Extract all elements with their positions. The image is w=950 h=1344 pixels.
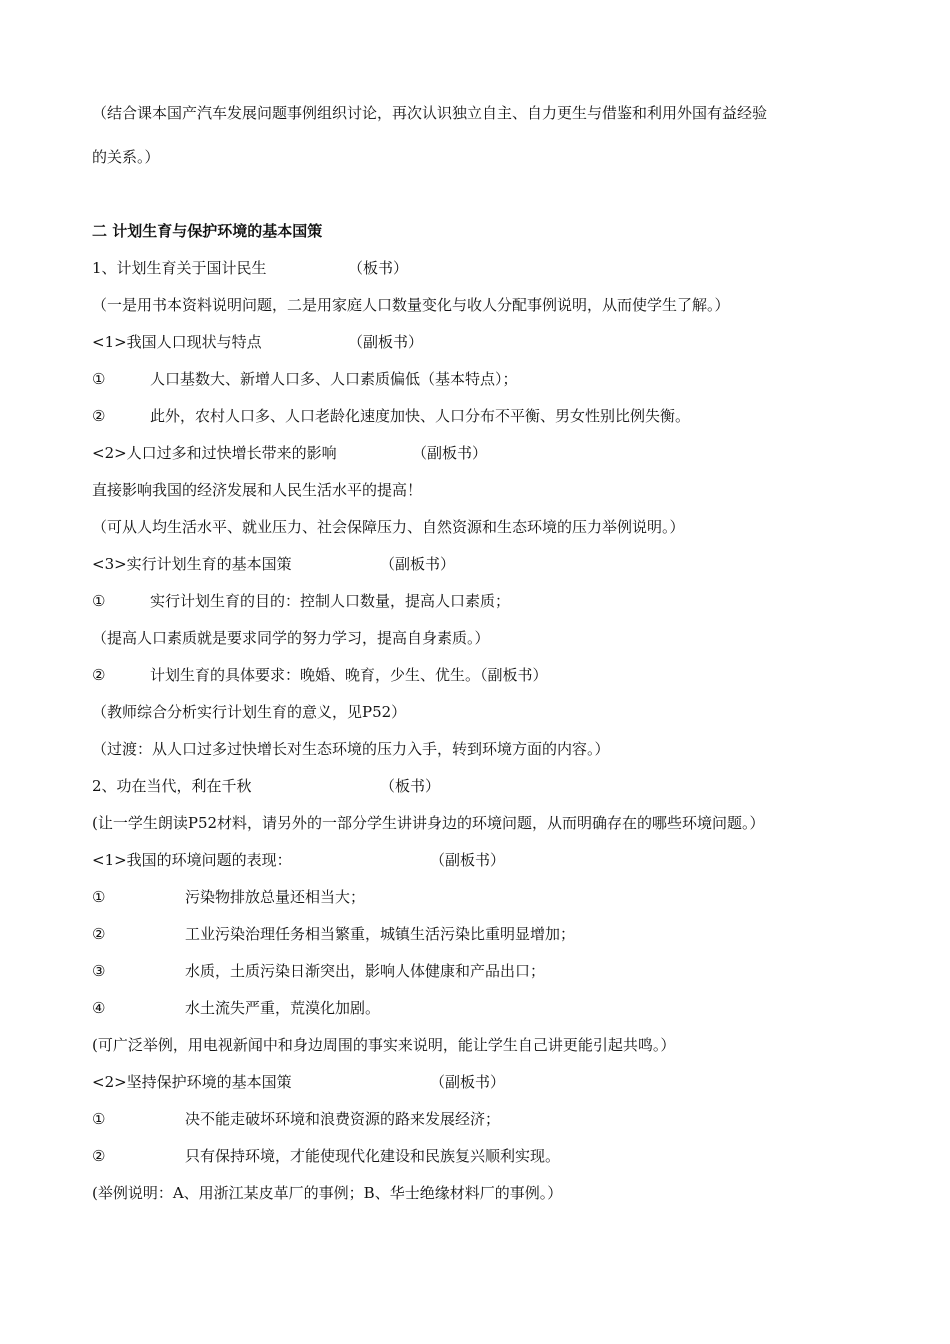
sub3-note-3: （过渡：从人口过多过快增长对生态环境的压力入手，转到环境方面的内容。） bbox=[92, 740, 610, 758]
env-item-2-text: 工业污染治理任务相当繁重，城镇生活污染比重明显增加； bbox=[185, 925, 576, 943]
sub3-item-1-number: ① bbox=[92, 592, 106, 610]
sub3-item-1-text: 实行计划生育的目的：控制人口数量，提高人口素质； bbox=[150, 592, 511, 610]
sub1-title: <1>我国人口现状与特点 bbox=[92, 333, 262, 351]
part2-note: (让一学生朗读P52材料，请另外的一部分学生讲讲身边的环境问题，从而明确存在的哪些环境问题。） bbox=[92, 814, 765, 832]
env-item-3-number: ③ bbox=[92, 962, 106, 980]
sub3-item-2-number: ② bbox=[92, 666, 106, 684]
part2-sub2-board-tag: （副板书） bbox=[430, 1073, 506, 1091]
policy-item-1-number: ① bbox=[92, 1110, 106, 1128]
env-item-4-text: 水土流失严重，荒漠化加剧。 bbox=[185, 999, 381, 1017]
policy-item-2-text: 只有保持环境，才能使现代化建设和民族复兴顺利实现。 bbox=[185, 1147, 561, 1165]
env-item-4-number: ④ bbox=[92, 999, 106, 1017]
part2-sub2-title: <2>坚持保护环境的基本国策 bbox=[92, 1073, 292, 1091]
part2-title: 2、功在当代，利在千秋 bbox=[92, 777, 252, 795]
env-item-3-text: 水质，土质污染日渐突出，影响人体健康和产品出口； bbox=[185, 962, 546, 980]
sub3-item-2-text: 计划生育的具体要求：晚婚、晚育，少生、优生。（副板书） bbox=[150, 666, 548, 684]
sub3-note-2: （教师综合分析实行计划生育的意义，见P52） bbox=[92, 703, 407, 721]
sub3-board-tag: （副板书） bbox=[380, 555, 456, 573]
sub1-item-2-number: ② bbox=[92, 407, 106, 425]
policy-item-1-text: 决不能走破坏环境和浪费资源的路来发展经济； bbox=[185, 1110, 501, 1128]
part2-sub1-title: <1>我国的环境问题的表现： bbox=[92, 851, 292, 869]
env-item-1-number: ① bbox=[92, 888, 106, 906]
part2-sub1-board-tag: （副板书） bbox=[430, 851, 506, 869]
intro-line-2: 的关系。） bbox=[92, 148, 160, 166]
sub1-board-tag: （副板书） bbox=[348, 333, 424, 351]
part1-note: （一是用书本资料说明问题，二是用家庭人口数量变化与收人分配事例说明，从而使学生了解。） bbox=[92, 296, 730, 314]
sub3-title: <3>实行计划生育的基本国策 bbox=[92, 555, 292, 573]
sub2-line: 直接影响我国的经济发展和人民生活水平的提高！ bbox=[92, 481, 423, 499]
sub2-title: <2>人口过多和过快增长带来的影响 bbox=[92, 444, 337, 462]
sub3-note-1: （提高人口素质就是要求同学的努力学习，提高自身素质。） bbox=[92, 629, 490, 647]
sub1-item-1-text: 人口基数大、新增人口多、人口素质偏低（基本特点）； bbox=[150, 370, 518, 388]
env-item-2-number: ② bbox=[92, 925, 106, 943]
part1-title: 1、计划生育关于国计民生 bbox=[92, 259, 267, 277]
sub2-board-tag: （副板书） bbox=[412, 444, 488, 462]
sub1-item-1-number: ① bbox=[92, 370, 106, 388]
policy-item-2-number: ② bbox=[92, 1147, 106, 1165]
part2-sub1-note: (可广泛举例，用电视新闻中和身边周围的事实来说明，能让学生自己讲更能引起共鸣。） bbox=[92, 1036, 676, 1054]
sub1-item-2-text: 此外，农村人口多、人口老龄化速度加快、人口分布不平衡、男女性别比例失衡。 bbox=[150, 407, 691, 425]
section-heading: 二 计划生育与保护环境的基本国策 bbox=[92, 222, 323, 240]
env-item-1-text: 污染物排放总量还相当大； bbox=[185, 888, 366, 906]
part2-board-tag: （板书） bbox=[380, 777, 441, 795]
sub2-note: （可从人均生活水平、就业压力、社会保障压力、自然资源和生态环境的压力举例说明。） bbox=[92, 518, 685, 536]
part2-sub2-note: (举例说明：A、用浙江某皮革厂的事例；B、华士绝缘材料厂的事例。） bbox=[92, 1184, 563, 1202]
part1-board-tag: （板书） bbox=[348, 259, 409, 277]
intro-line-1: （结合课本国产汽车发展问题事例组织讨论，再次认识独立自主、自力更生与借鉴和利用外国有益经验 bbox=[92, 104, 768, 122]
